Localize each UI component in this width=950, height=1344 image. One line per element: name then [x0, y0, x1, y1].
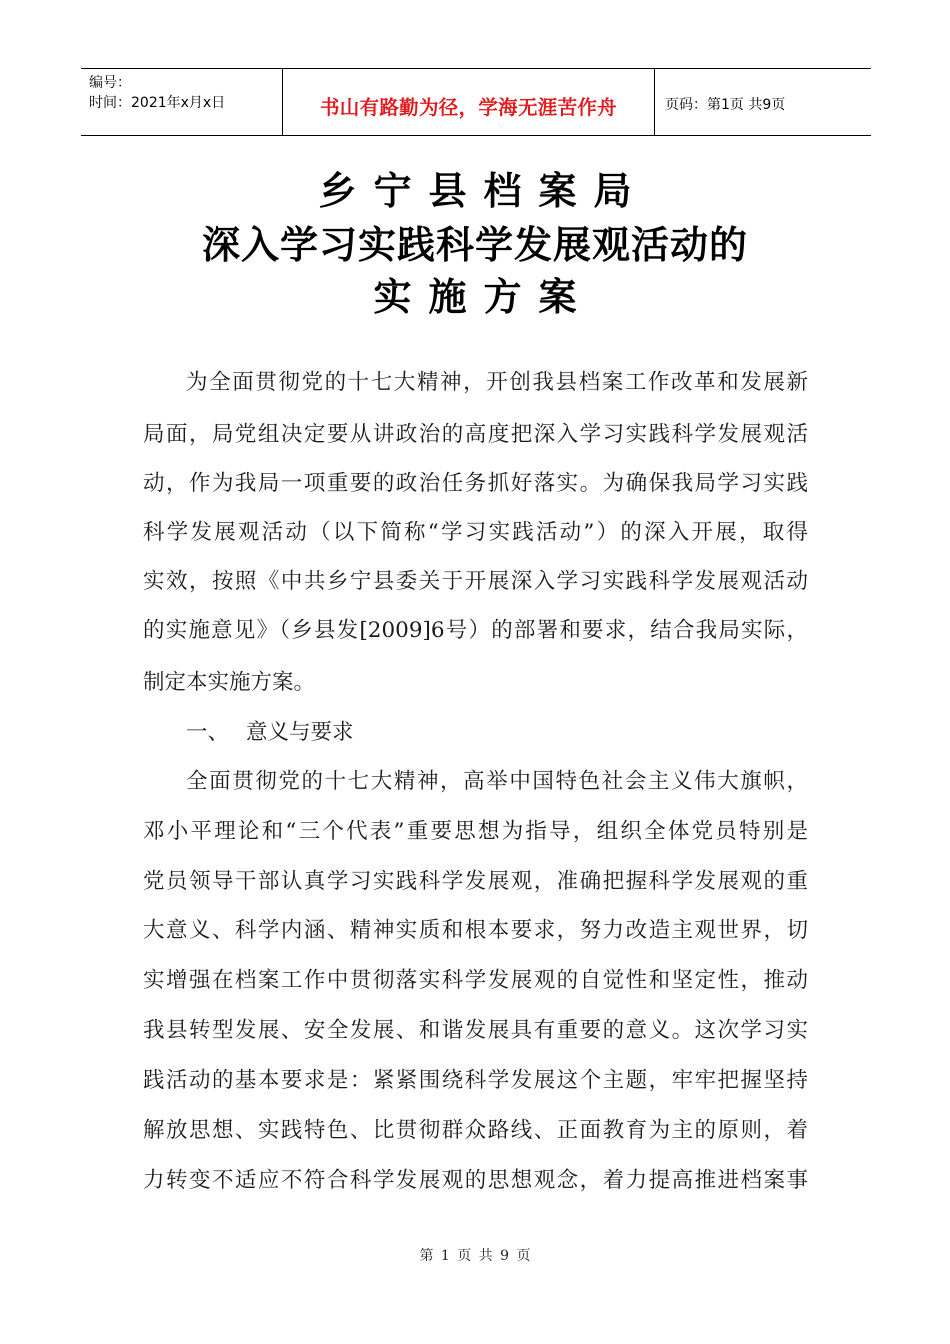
paragraph-2-line: 解放思想、实践特色、比贯彻群众路线、正面教育为主的原则，着 — [143, 1118, 808, 1143]
document-title-line-2: 深入学习实践科学发展观活动的 — [201, 223, 748, 267]
section-number: 一、 — [186, 720, 230, 745]
header-page-info: 页码：第1页 共9页 — [665, 96, 786, 113]
header-meta-cell — [81, 69, 282, 135]
paragraph-2-line: 力转变不适应不符合科学发展观的思想观念，着力提高推进档案事 — [143, 1168, 808, 1193]
document-title-line-3: 实施方案 — [373, 275, 594, 319]
section-title: 意义与要求 — [246, 720, 354, 745]
paragraph-1-line: 的实施意见》（乡县发[2009]6号）的部署和要求，结合我局实际， — [143, 618, 808, 643]
header-time-label: 时间：2021年x月x日 — [89, 95, 226, 111]
header-motto: 书山有路勤为径，学海无涯苦作舟 — [282, 69, 655, 135]
paragraph-1-line: 科学发展观活动（以下简称“学习实践活动”）的深入开展，取得 — [143, 520, 808, 545]
paragraph-2-line: 实增强在档案工作中贯彻落实科学发展观的自觉性和坚定性，推动 — [143, 968, 808, 993]
paragraph-1-line: 为全面贯彻党的十七大精神，开创我县档案工作改革和发展新 — [186, 370, 808, 395]
paragraph-2-line: 全面贯彻党的十七大精神，高举中国特色社会主义伟大旗帜， — [186, 769, 808, 794]
paragraph-1-line: 制定本实施方案。 — [143, 670, 316, 695]
header-number-label: 编号： — [89, 75, 131, 91]
paragraph-2-line: 邓小平理论和“三个代表”重要思想为指导，组织全体党员特别是 — [143, 819, 808, 844]
document-title-line-1: 乡宁县档案局 — [318, 169, 649, 213]
paragraph-1-line: 实效，按照《中共乡宁县委关于开展深入学习实践科学发展观活动 — [143, 569, 808, 594]
paragraph-2-line: 践活动的基本要求是：紧紧围绕科学发展这个主题，牢牢把握坚持 — [143, 1068, 808, 1093]
paragraph-1-line: 局面，局党组决定要从讲政治的高度把深入学习实践科学发展观活 — [143, 422, 808, 447]
paragraph-1-line: 动，作为我局一项重要的政治任务抓好落实。为确保我局学习实践 — [143, 471, 808, 496]
paragraph-2-line: 大意义、科学内涵、精神实质和根本要求，努力改造主观世界，切 — [143, 918, 808, 943]
section-heading-1 — [186, 718, 354, 748]
paragraph-2-line: 党员领导干部认真学习实践科学发展观，准确把握科学发展观的重 — [143, 869, 808, 894]
page-footer: 第 1 页 共 9 页 — [419, 1248, 531, 1264]
document-header-table — [81, 68, 871, 136]
paragraph-2-line: 我县转型发展、安全发展、和谐发展具有重要的意义。这次学习实 — [143, 1018, 808, 1043]
